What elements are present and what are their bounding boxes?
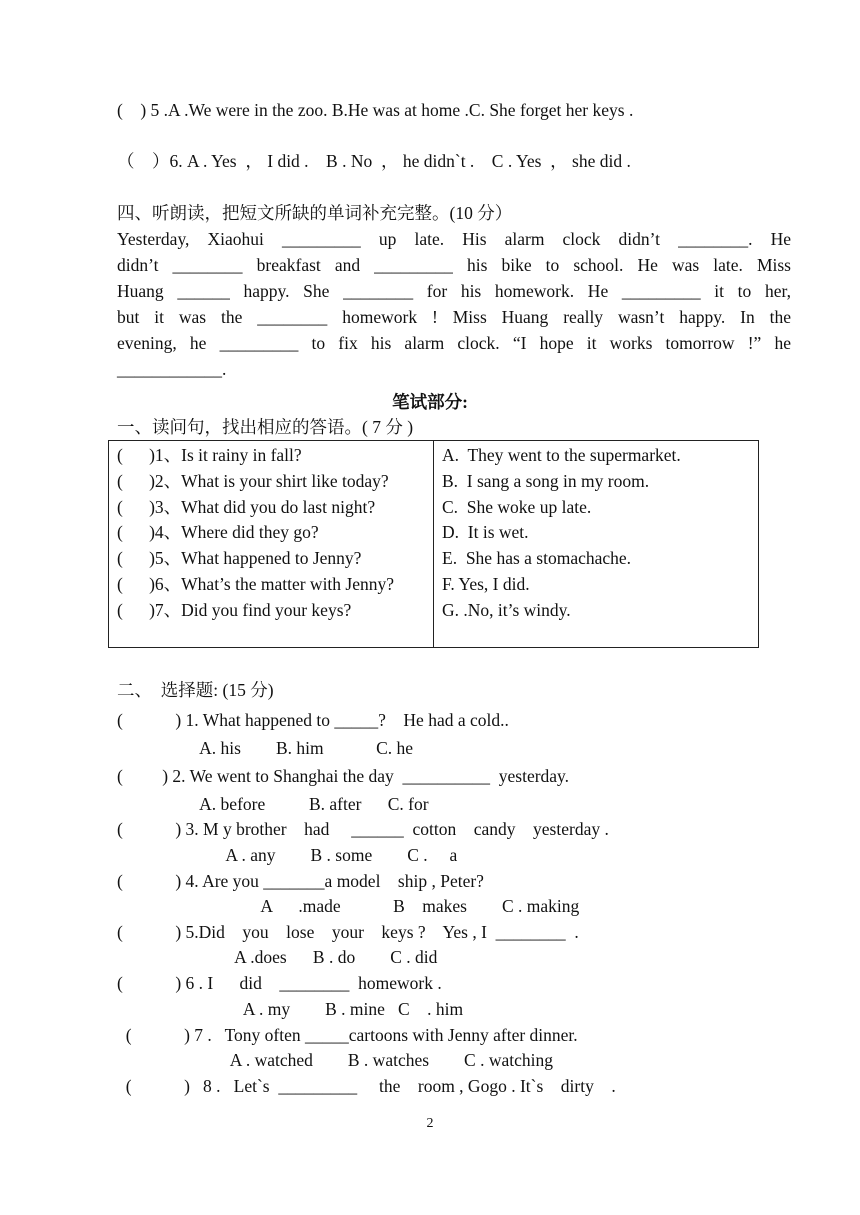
part2-line-6: A . any B . some C . a bbox=[117, 845, 458, 865]
part2-line-14: A . watched B . watches C . watching bbox=[117, 1050, 553, 1070]
answers-column bbox=[434, 441, 759, 648]
answer-b: B. I sang a song in my room. bbox=[442, 470, 650, 491]
answer-c: C. She woke up late. bbox=[442, 496, 592, 517]
answer-a: A. They went to the supermarket. bbox=[442, 445, 681, 465]
section4-last-line: ____________. bbox=[117, 359, 227, 379]
section4-line-3: Huang ______ happy. She ________ for his homework. He _________ it to her, bbox=[117, 281, 791, 301]
question-4: ( )4、Where did they go? bbox=[117, 522, 319, 543]
listening-q6: （ ）6. A . Yes ， I did . B . No ， he didn`t . C . Yes ， she did . bbox=[117, 151, 631, 171]
part2-line-12: A . my B . mine C . him bbox=[117, 999, 464, 1019]
answer-d: D. It is wet. bbox=[442, 522, 529, 543]
written-section-heading: 笔试部分: bbox=[392, 392, 468, 412]
questions-column bbox=[109, 441, 434, 648]
listening-q5: ( ) 5 .A .We were in the zoo. B.He was at home .C. She forget her keys . bbox=[117, 100, 634, 120]
question-7: ( )7、Did you find your keys? bbox=[117, 599, 352, 620]
page-number: 2 bbox=[426, 1116, 434, 1131]
part2-line-7: ( ) 4. Are you _______a model ship , Peter? bbox=[117, 871, 484, 891]
answer-e: E. She has a stomachache. bbox=[442, 548, 632, 569]
part2-line-10: A .does B . do C . did bbox=[117, 947, 438, 967]
part2-line-1: ( ) 1. What happened to _____? He had a cold.. bbox=[117, 710, 509, 730]
section4-line-2: didn’t ________ breakfast and _________ his bike to school. He was late. Miss bbox=[117, 255, 791, 275]
part2-title: 二、 选择题: (15 分) bbox=[117, 680, 274, 700]
answer-f: F. Yes, I did. bbox=[442, 573, 530, 594]
section4-line-4: but it was the ________ homework ! Miss Huang really wasn’t happy. In the bbox=[117, 307, 791, 327]
part2-line-13: ( ) 7 . Tony often _____cartoons with Jenny after dinner. bbox=[117, 1025, 578, 1045]
section4-title: 四、听朗读，把短文所缺的单词补充完整。(10 分） bbox=[117, 203, 513, 223]
question-1: ( )1、Is it rainy in fall? bbox=[117, 445, 302, 465]
question-6: ( )6、What’s the matter with Jenny? bbox=[117, 573, 395, 594]
part2-line-9: ( ) 5.Did you lose your keys ? Yes , I ________ . bbox=[117, 922, 579, 942]
part2-line-8: A .made B makes C . making bbox=[117, 896, 580, 916]
question-2: ( )2、What is your shirt like today? bbox=[117, 470, 389, 491]
part2-line-3: ( ) 2. We went to Shanghai the day __________ yesterday. bbox=[117, 766, 570, 786]
section4-line-1: Yesterday, Xiaohui _________ up late. His alarm clock didn’t ________. He bbox=[117, 229, 791, 249]
section4-line-5: evening, he _________ to fix his alarm clock. “I hope it works tomorrow !” he bbox=[117, 333, 791, 353]
part2-line-15: ( ) 8 . Let`s _________ the room , Gogo . It`s dirty . bbox=[117, 1076, 616, 1096]
question-5: ( )5、What happened to Jenny? bbox=[117, 548, 362, 569]
matching-table bbox=[108, 440, 759, 648]
part2-line-2: A. his B. him C. he bbox=[117, 738, 414, 758]
answer-g: G. .No, it’s windy. bbox=[442, 599, 571, 620]
question-3: ( )3、What did you do last night? bbox=[117, 496, 376, 517]
part2-line-5: ( ) 3. M y brother had ______ cotton candy yesterday . bbox=[117, 819, 609, 839]
part1-title: 一、读问句，找出相应的答语。( 7 分 ) bbox=[117, 417, 414, 437]
part2-line-11: ( ) 6 . I did ________ homework . bbox=[117, 973, 442, 993]
part2-line-4: A. before B. after C. for bbox=[117, 794, 429, 814]
